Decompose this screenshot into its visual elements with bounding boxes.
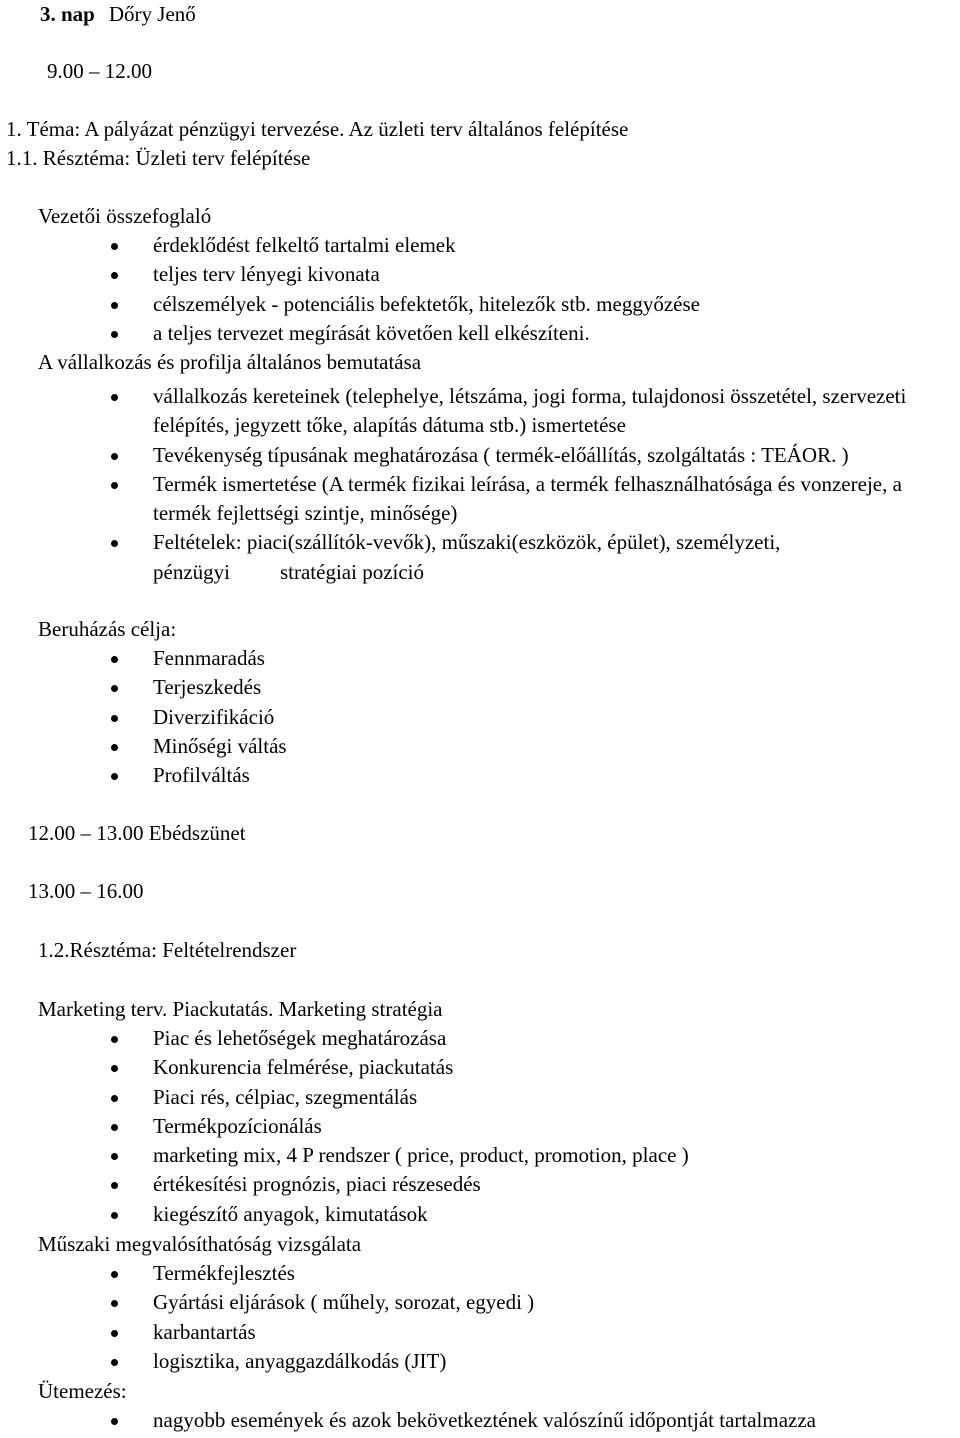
bullet-icon	[111, 1212, 118, 1219]
lunch-break	[28, 819, 246, 848]
day-header	[40, 0, 196, 29]
bullet-icon	[111, 1300, 118, 1307]
bullet-icon	[111, 243, 118, 250]
list-item: Profilváltás	[0, 761, 287, 790]
day-number: 3. nap	[40, 2, 95, 26]
bullet-icon	[111, 302, 118, 309]
bullet-icon	[111, 773, 118, 780]
bullet-icon	[111, 331, 118, 338]
list-item: Minőségi váltás	[0, 732, 287, 761]
section-title-exec-summary: Vezetői összefoglaló	[38, 204, 212, 228]
bullet-icon	[111, 715, 118, 722]
section-title-investment: Beruházás célja:	[38, 617, 177, 641]
exec-summary-list	[0, 231, 700, 348]
list-item: Diverzifikáció	[0, 703, 287, 732]
list-item-continuation: pénzügyi stratégiai pozíció	[153, 559, 425, 584]
bullet-icon	[111, 394, 118, 401]
list-item: vállalkozás kereteinek (telephelye, létszáma, jogi forma, tulajdonosi összetétel, szervezeti felépítés, jegyzett tőke, alapítás dátuma stb.) ismertetése	[0, 382, 953, 441]
marketing-list	[0, 1024, 689, 1229]
subtopic-title: 1.1. Résztéma: Üzleti terv felépítése	[6, 146, 311, 170]
bullet-icon	[111, 482, 118, 489]
list-item: Termékpozícionálás	[0, 1112, 689, 1141]
company-profile-list	[0, 382, 953, 587]
list-item: karbantartás	[0, 1318, 534, 1347]
bullet-icon	[111, 744, 118, 751]
list-item: Fennmaradás	[0, 644, 287, 673]
bullet-icon	[111, 1271, 118, 1278]
bullet-icon	[111, 1065, 118, 1072]
topic-title: 1. Téma: A pályázat pénzügyi tervezése. Az üzleti terv általános felépítése	[6, 117, 629, 141]
section-title-marketing: Marketing terv. Piackutatás. Marketing stratégia	[38, 997, 443, 1021]
lunch-break-text: 12.00 – 13.00 Ebédszünet	[28, 821, 246, 845]
list-item: Terjeszkedés	[0, 673, 287, 702]
list-item: Piaci rés, célpiac, szegmentálás	[0, 1083, 689, 1112]
bullet-icon	[111, 1359, 118, 1366]
list-item: Termék ismertetése (A termék fizikai leírása, a termék felhasználhatósága és vonzereje, a termék fejlettségi szintje, minősége)	[0, 470, 953, 529]
schedule-list	[0, 1406, 816, 1435]
list-item: Tevékenység típusának meghatározása ( termék-előállítás, szolgáltatás : TEÁOR. )	[0, 441, 953, 470]
section-title-schedule: Ütemezés:	[38, 1379, 127, 1403]
bullet-icon	[111, 1182, 118, 1189]
list-item: kiegészítő anyagok, kimutatások	[0, 1200, 689, 1229]
list-item: Konkurencia felmérése, piackutatás	[0, 1053, 689, 1082]
list-item: nagyobb események és azok bekövetkeztének valószínű időpontját tartalmazza	[0, 1406, 816, 1435]
list-item: Gyártási eljárások ( műhely, sorozat, egyedi )	[0, 1288, 534, 1317]
bullet-icon	[111, 272, 118, 279]
bullet-icon	[111, 1036, 118, 1043]
list-item: célszemélyek - potenciális befektetők, hitelezők stb. meggyőzése	[0, 290, 700, 319]
list-item: logisztika, anyaggazdálkodás (JIT)	[0, 1347, 534, 1376]
list-item: marketing mix, 4 P rendszer ( price, product, promotion, place )	[0, 1141, 689, 1170]
presenter-name: Dőry Jenő	[108, 2, 196, 26]
list-item: értékesítési prognózis, piaci részesedés	[0, 1170, 689, 1199]
bullet-icon	[111, 1330, 118, 1337]
bullet-icon	[111, 1124, 118, 1131]
list-item: Feltételek: piaci(szállítók-vevők), műszaki(eszközök, épület), személyzeti,	[0, 528, 953, 557]
section-title-technical: Műszaki megvalósíthatóság vizsgálata	[38, 1232, 362, 1256]
bullet-icon	[111, 1095, 118, 1102]
bullet-icon	[111, 685, 118, 692]
list-item: Piac és lehetőségek meghatározása	[0, 1024, 689, 1053]
afternoon-time: 13.00 – 16.00	[28, 879, 144, 903]
bullet-icon	[111, 453, 118, 460]
bullet-icon	[111, 1418, 118, 1425]
section-title-company-profile: A vállalkozás és profilja általános bemutatása	[38, 350, 422, 374]
list-item: a teljes tervezet megírását követően kell elkészíteni.	[0, 319, 700, 348]
list-item: teljes terv lényegi kivonata	[0, 260, 700, 289]
bullet-icon	[111, 540, 118, 547]
bullet-icon	[111, 1153, 118, 1160]
investment-list	[0, 644, 287, 790]
morning-time: 9.00 – 12.00	[47, 59, 152, 83]
subtopic2-title: 1.2.Résztéma: Feltételrendszer	[38, 938, 297, 962]
bullet-icon	[111, 656, 118, 663]
list-item: érdeklődést felkeltő tartalmi elemek	[0, 231, 700, 260]
list-item: Termékfejlesztés	[0, 1259, 534, 1288]
technical-list	[0, 1259, 534, 1376]
